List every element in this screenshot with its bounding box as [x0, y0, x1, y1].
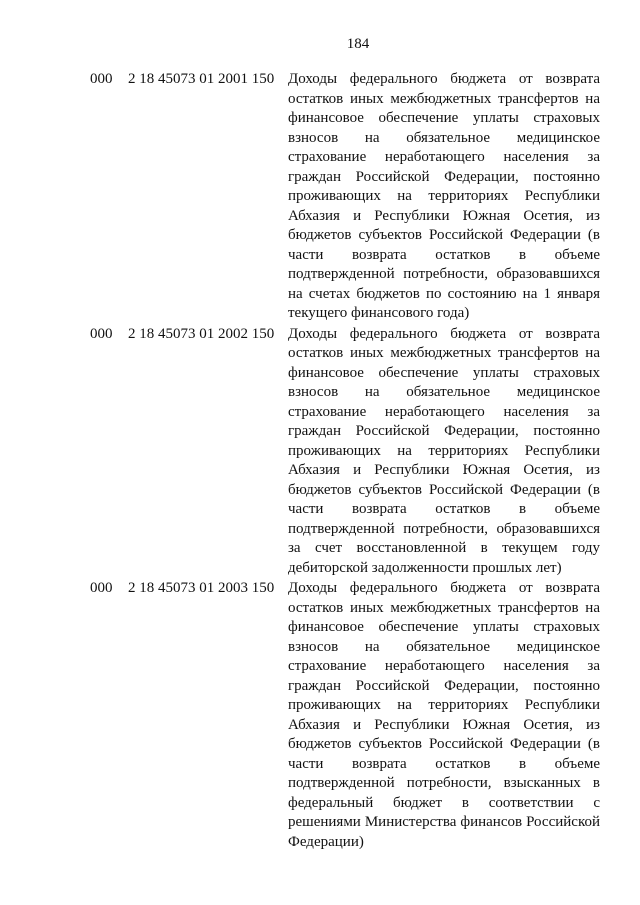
income-description: Доходы федерального бюджета от возврата остатков иных межбюджетных трансфертов на финансовое обеспечение уплаты страховых взносов на обязательное медицинское страхование неработающего населения за граждан Российской Федерации, постоянно проживающих на территориях Республики Абхазия и Республики Южная Осетия, из бюджетов субъектов Российской Федерации (в части возврата остатков в объеме подтвержденной потребности, образовавшихся на счетах бюджетов по состоянию на 1 января текущего финансового года) — [288, 71, 600, 321]
budget-code-entry — [90, 70, 600, 324]
income-classification-code: 2 18 45073 01 2002 150 — [128, 325, 275, 342]
income-classification-code: 2 18 45073 01 2003 150 — [128, 580, 275, 596]
administrator-code: 000 — [90, 325, 113, 342]
administrator-code: 000 — [90, 71, 113, 87]
income-description: Доходы федерального бюджета от возврата остатков иных межбюджетных трансфертов на финансовое обеспечение уплаты страховых взносов на обязательное медицинское страхование неработающего населения за граждан Российской Федерации, постоянно проживающих на территориях Республики Абхазия и Республики Южная Осетия, из бюджетов субъектов Российской Федерации (в части возврата остатков в объеме подтвержденной потребности, взысканных в федеральный бюджет в соответствии с решениями Министерства финансов Российской Федерации) — [288, 580, 600, 850]
administrator-code: 000 — [90, 580, 113, 596]
page-number: 184 — [346, 36, 370, 52]
budget-code-entry — [90, 325, 600, 579]
income-classification-code: 2 18 45073 01 2001 150 — [128, 71, 275, 87]
budget-code-list — [90, 70, 600, 852]
budget-code-entry — [90, 579, 600, 852]
income-description: Доходы федерального бюджета от возврата остатков иных межбюджетных трансфертов на финансовое обеспечение уплаты страховых взносов на обязательное медицинское страхование неработающего населения за граждан Российской Федерации, постоянно проживающих на территориях Республики Абхазия и Республики Южная Осетия, из бюджетов субъектов Российской Федерации (в части возврата остатков в объеме подтвержденной потребности, образовавшихся за счет восстановленной в текущем году дебиторской задолженности прошлых лет) — [288, 325, 600, 576]
